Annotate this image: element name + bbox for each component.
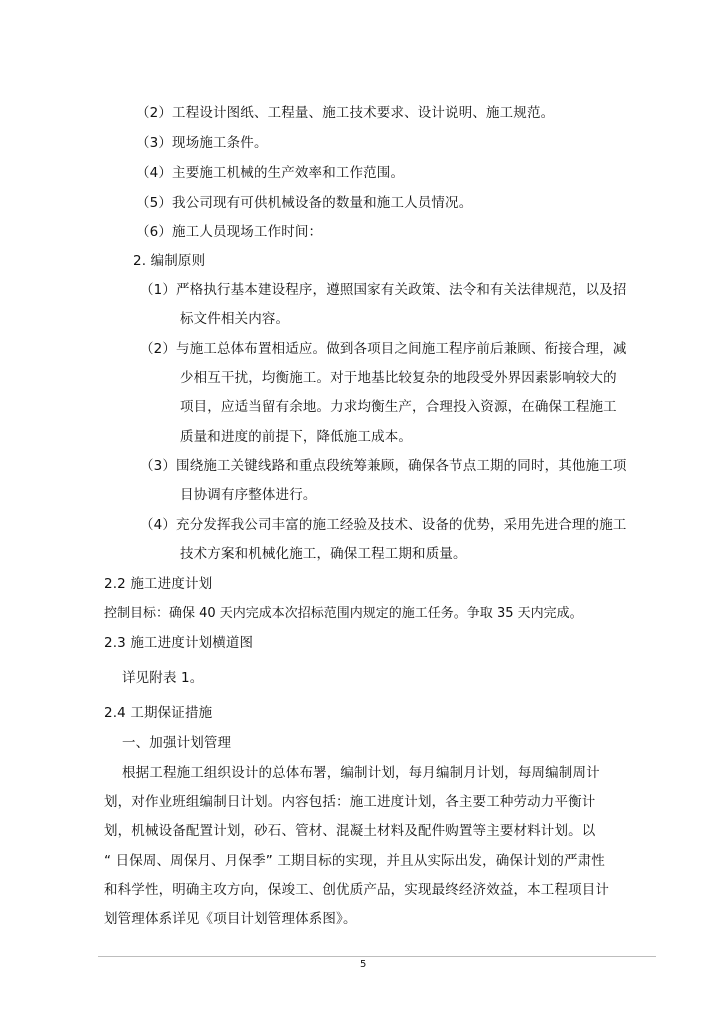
paragraph-line: 根据工程施工组织设计的总体布署，编制计划，每月编制月计划，每周编制周计 — [122, 765, 600, 781]
list-item: （5）我公司现有可供机械设备的数量和施工人员情况。 — [136, 195, 473, 211]
list-item: （4）主要施工机械的生产效率和工作范围。 — [136, 165, 405, 181]
list-item: （6）施工人员现场工作时间： — [136, 224, 323, 240]
paragraph-line: 详见附表 1。 — [122, 670, 204, 686]
paragraph-line: 划，机械设备配置计划，砂石、管材、混凝土材料及配件购置等主要材料计划。以 — [104, 823, 596, 839]
list-item: （3）现场施工条件。 — [136, 135, 268, 151]
list-item-continuation: 技术方案和机械化施工，确保工程工期和质量。 — [180, 546, 467, 562]
section-heading: 2. 编制原则 — [133, 253, 206, 269]
section-heading: 2.2 施工进度计划 — [104, 576, 213, 592]
list-item-continuation: 质量和进度的前提下，降低施工成本。 — [180, 429, 413, 445]
paragraph-line: 和科学性，明确主攻方向，保竣工、创优质产品，实现最终经济效益，本工程项目计 — [104, 882, 610, 898]
section-heading: 2.3 施工进度计划横道图 — [104, 635, 254, 651]
page-number: 5 — [360, 959, 367, 970]
list-item: （3）围绕施工关键线路和重点段统筹兼顾，确保各节点工期的同时，其他施工项 — [140, 458, 627, 474]
list-item: （1）严格执行基本建设程序，遵照国家有关政策、法令和有关法律规范，以及招 — [140, 282, 627, 298]
subsection-heading: 一、加强计划管理 — [122, 735, 232, 751]
paragraph-line: 控制目标：确保 40 天内完成本次招标范围内规定的施工任务。争取 35 天内完成。 — [104, 606, 583, 621]
footer-rule — [98, 956, 656, 957]
list-item-continuation: 少相互干扰，均衡施工。对于地基比较复杂的地段受外界因素影响较大的 — [180, 370, 617, 386]
list-item: （2）工程设计图纸、工程量、施工技术要求、设计说明、施工规范。 — [136, 105, 555, 121]
paragraph-line: 划，对作业班组编制日计划。内容包括：施工进度计划，各主要工种劳动力平衡计 — [104, 794, 596, 810]
paragraph-line: “ 日保周、周保月、月保季” 工期目标的实现，并且从实际出发，确保计划的严肃性 — [104, 853, 605, 869]
section-heading: 2.4 工期保证措施 — [104, 705, 213, 721]
paragraph-line: 划管理体系详见《项目计划管理体系图》。 — [104, 911, 357, 927]
list-item-continuation: 目协调有序整体进行。 — [180, 487, 317, 503]
list-item: （2）与施工总体布置相适应。做到各项目之间施工程序前后兼顾、衔接合理，减 — [140, 341, 627, 357]
list-item: （4）充分发挥我公司丰富的施工经验及技术、设备的优势，采用先进合理的施工 — [140, 517, 627, 533]
list-item-continuation: 项目，应适当留有余地。力求均衡生产，合理投入资源，在确保工程施工 — [180, 399, 617, 415]
list-item-continuation: 标文件相关内容。 — [180, 311, 290, 327]
